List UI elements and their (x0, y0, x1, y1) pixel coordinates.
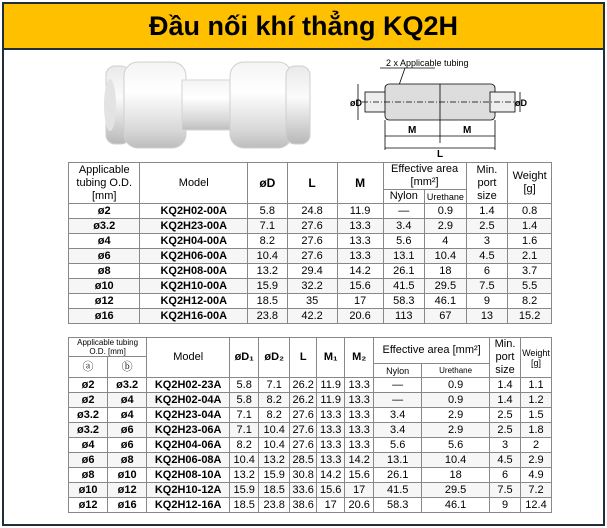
m-label-2: M (463, 125, 472, 136)
cell-m1: 11.9 (317, 393, 345, 408)
cell-weight: 0.8 (508, 204, 552, 219)
cell-model: KQ2H06-00A (140, 249, 248, 264)
col-model: Model (140, 163, 248, 204)
cell-port: 9 (466, 294, 508, 309)
cell-m: 11.9 (337, 204, 383, 219)
cell-port: 2.5 (490, 408, 521, 423)
col-model: Model (147, 338, 230, 378)
cell-b: ø6 (108, 438, 147, 453)
cell-nylon: 26.1 (383, 264, 425, 279)
callout-label: 2 x Applicable tubing (386, 58, 469, 68)
col-d: øD (248, 163, 287, 204)
table-row (69, 294, 552, 309)
table-row (69, 279, 552, 294)
cell-weight: 1.6 (508, 234, 552, 249)
cell-nylon: 5.6 (374, 438, 422, 453)
cell-a: ø4 (69, 438, 108, 453)
col-effective-area: Effective area [mm²] (383, 163, 466, 190)
cell-d2: 8.2 (259, 393, 290, 408)
cell-m: 20.6 (337, 309, 383, 324)
cell-tubing: ø8 (69, 264, 140, 279)
cell-urethane: 46.1 (422, 498, 490, 513)
col-tubing: Applicable tubing O.D. [mm] (69, 338, 147, 357)
cell-weight: 1.5 (521, 408, 552, 423)
table-row (69, 309, 552, 324)
cell-d: 13.2 (248, 264, 287, 279)
d-label-left: øD (350, 98, 362, 108)
cell-weight: 2 (521, 438, 552, 453)
dimension-diagram (350, 58, 530, 158)
cell-weight: 1.4 (508, 219, 552, 234)
cell-urethane: 46.1 (425, 294, 467, 309)
cell-port: 6 (466, 264, 508, 279)
cell-d2: 18.5 (259, 483, 290, 498)
cell-model: KQ2H08-10A (147, 468, 230, 483)
cell-l: 35 (287, 294, 337, 309)
cell-m1: 11.9 (317, 378, 345, 393)
cell-d2: 10.4 (259, 423, 290, 438)
cell-urethane: 0.9 (422, 393, 490, 408)
cell-port: 2.5 (490, 423, 521, 438)
cell-b: ø16 (108, 498, 147, 513)
cell-m: 15.6 (337, 279, 383, 294)
cell-tubing: ø2 (69, 204, 140, 219)
cell-port: 1.4 (490, 393, 521, 408)
cell-d1: 7.1 (230, 408, 259, 423)
cell-nylon: 26.1 (374, 468, 422, 483)
cell-d2: 23.8 (259, 498, 290, 513)
col-tubing: Applicable tubing O.D. [mm] (69, 163, 140, 204)
cell-urethane: 18 (425, 264, 467, 279)
cell-d1: 13.2 (230, 468, 259, 483)
cell-d1: 15.9 (230, 483, 259, 498)
table-row (69, 453, 552, 468)
cell-m1: 13.3 (317, 423, 345, 438)
cell-urethane: 29.5 (425, 279, 467, 294)
cell-l: 27.6 (290, 438, 317, 453)
col-min-port: Min. port size (466, 163, 508, 204)
cell-b: ø6 (108, 423, 147, 438)
cell-weight: 1.2 (521, 393, 552, 408)
cell-l: 26.2 (290, 393, 317, 408)
cell-m2: 14.2 (345, 453, 374, 468)
cell-l: 32.2 (287, 279, 337, 294)
product-photo (96, 58, 322, 154)
cell-a: ø10 (69, 483, 108, 498)
cell-l: 24.8 (287, 204, 337, 219)
cell-d1: 7.1 (230, 423, 259, 438)
cell-model: KQ2H02-00A (140, 204, 248, 219)
cell-weight: 5.5 (508, 279, 552, 294)
cell-urethane: 18 (422, 468, 490, 483)
cell-port: 3 (466, 234, 508, 249)
cell-d: 8.2 (248, 234, 287, 249)
cell-model: KQ2H23-00A (140, 219, 248, 234)
cell-urethane: 0.9 (425, 204, 467, 219)
cell-b: ø4 (108, 408, 147, 423)
cell-m2: 13.3 (345, 423, 374, 438)
cell-urethane: 10.4 (425, 249, 467, 264)
cell-nylon: — (374, 393, 422, 408)
cell-m2: 20.6 (345, 498, 374, 513)
col-d1: øD₁ (230, 338, 259, 378)
cell-l: 27.6 (290, 408, 317, 423)
cell-m: 13.3 (337, 234, 383, 249)
cell-d: 15.9 (248, 279, 287, 294)
col-urethane: Urethane (425, 190, 467, 204)
table-row (69, 498, 552, 513)
cell-b: ø8 (108, 453, 147, 468)
cell-a: ø8 (69, 468, 108, 483)
cell-nylon: — (374, 378, 422, 393)
cell-urethane: 67 (425, 309, 467, 324)
cell-m2: 13.3 (345, 378, 374, 393)
table-row (69, 249, 552, 264)
cell-m2: 13.3 (345, 408, 374, 423)
cell-weight: 4.9 (521, 468, 552, 483)
cell-tubing: ø6 (69, 249, 140, 264)
d-label-right: øD (515, 98, 527, 108)
cell-m: 14.2 (337, 264, 383, 279)
col-d2: øD₂ (259, 338, 290, 378)
page-title: Đầu nối khí thẳng KQ2H (4, 4, 603, 50)
cell-nylon: 3.4 (374, 423, 422, 438)
table-row (69, 264, 552, 279)
cell-port: 3 (490, 438, 521, 453)
cell-urethane: 2.9 (422, 408, 490, 423)
cell-port: 4.5 (490, 453, 521, 468)
cell-urethane: 0.9 (422, 378, 490, 393)
cell-port: 2.5 (466, 219, 508, 234)
cell-weight: 2.1 (508, 249, 552, 264)
cell-l: 27.6 (287, 219, 337, 234)
cell-d: 7.1 (248, 219, 287, 234)
cell-nylon: 113 (383, 309, 425, 324)
spec-table-reducer (68, 337, 552, 513)
cell-b: ø4 (108, 393, 147, 408)
cell-nylon: 3.4 (374, 408, 422, 423)
cell-l: 42.2 (287, 309, 337, 324)
cell-model: KQ2H04-00A (140, 234, 248, 249)
cell-model: KQ2H02-04A (147, 393, 230, 408)
table-row (69, 423, 552, 438)
cell-l: 38.6 (290, 498, 317, 513)
cell-m2: 17 (345, 483, 374, 498)
table-row (69, 408, 552, 423)
cell-b: ø10 (108, 468, 147, 483)
cell-port: 1.4 (466, 204, 508, 219)
cell-model: KQ2H06-08A (147, 453, 230, 468)
cell-model: KQ2H10-12A (147, 483, 230, 498)
cell-model: KQ2H12-00A (140, 294, 248, 309)
cell-nylon: 13.1 (383, 249, 425, 264)
cell-nylon: 41.5 (383, 279, 425, 294)
cell-m1: 13.3 (317, 408, 345, 423)
cell-weight: 15.2 (508, 309, 552, 324)
cell-m1: 15.6 (317, 483, 345, 498)
cell-nylon: — (383, 204, 425, 219)
col-weight: Weight [g] (521, 338, 552, 378)
m-label-1: M (408, 125, 417, 136)
cell-model: KQ2H10-00A (140, 279, 248, 294)
cell-a: ø3.2 (69, 408, 108, 423)
cell-model: KQ2H12-16A (147, 498, 230, 513)
cell-d2: 8.2 (259, 408, 290, 423)
cell-nylon: 3.4 (383, 219, 425, 234)
cell-urethane: 4 (425, 234, 467, 249)
cell-nylon: 58.3 (383, 294, 425, 309)
product-sheet (2, 2, 605, 526)
table-row (69, 438, 552, 453)
cell-tubing: ø16 (69, 309, 140, 324)
cell-tubing: ø3.2 (69, 219, 140, 234)
cell-weight: 3.7 (508, 264, 552, 279)
cell-l: 27.6 (287, 234, 337, 249)
table-row (69, 219, 552, 234)
cell-d2: 7.1 (259, 378, 290, 393)
col-weight: Weight [g] (508, 163, 552, 204)
table-row (69, 468, 552, 483)
cell-m2: 13.3 (345, 393, 374, 408)
cell-d1: 18.5 (230, 498, 259, 513)
cell-d: 23.8 (248, 309, 287, 324)
cell-model: KQ2H08-00A (140, 264, 248, 279)
cell-port: 7.5 (490, 483, 521, 498)
cell-m2: 15.6 (345, 468, 374, 483)
cell-weight: 8.2 (508, 294, 552, 309)
cell-b: ø3.2 (108, 378, 147, 393)
col-m1: M₁ (317, 338, 345, 378)
cell-d2: 10.4 (259, 438, 290, 453)
col-nylon: Nylon (383, 190, 425, 204)
cell-d2: 15.9 (259, 468, 290, 483)
cell-d1: 5.8 (230, 378, 259, 393)
col-l: L (287, 163, 337, 204)
table-row (69, 234, 552, 249)
cell-a: ø12 (69, 498, 108, 513)
col-l: L (290, 338, 317, 378)
table-row (69, 393, 552, 408)
cell-l: 27.6 (290, 423, 317, 438)
cell-a: ø3.2 (69, 423, 108, 438)
cell-model: KQ2H23-04A (147, 408, 230, 423)
cell-nylon: 13.1 (374, 453, 422, 468)
cell-m1: 13.3 (317, 453, 345, 468)
cell-l: 30.8 (290, 468, 317, 483)
cell-d1: 5.8 (230, 393, 259, 408)
cell-urethane: 10.4 (422, 453, 490, 468)
col-a: ⓐ (69, 357, 108, 378)
cell-model: KQ2H02-23A (147, 378, 230, 393)
cell-m1: 17 (317, 498, 345, 513)
cell-port: 6 (490, 468, 521, 483)
col-nylon: Nylon (374, 364, 422, 378)
col-b: ⓑ (108, 357, 147, 378)
cell-b: ø12 (108, 483, 147, 498)
cell-l: 26.2 (290, 378, 317, 393)
cell-model: KQ2H23-06A (147, 423, 230, 438)
cell-weight: 1.1 (521, 378, 552, 393)
cell-weight: 1.8 (521, 423, 552, 438)
cell-nylon: 41.5 (374, 483, 422, 498)
cell-tubing: ø4 (69, 234, 140, 249)
cell-weight: 12.4 (521, 498, 552, 513)
cell-a: ø2 (69, 393, 108, 408)
spec-table-equal (68, 162, 552, 324)
cell-model: KQ2H16-00A (140, 309, 248, 324)
cell-d1: 8.2 (230, 438, 259, 453)
cell-l: 27.6 (287, 249, 337, 264)
cell-weight: 7.2 (521, 483, 552, 498)
cell-d2: 13.2 (259, 453, 290, 468)
cell-l: 28.5 (290, 453, 317, 468)
cell-urethane: 2.9 (425, 219, 467, 234)
cell-a: ø6 (69, 453, 108, 468)
cell-d: 10.4 (248, 249, 287, 264)
cell-m: 13.3 (337, 249, 383, 264)
cell-m1: 13.3 (317, 438, 345, 453)
cell-l: 29.4 (287, 264, 337, 279)
cell-m2: 13.3 (345, 438, 374, 453)
cell-m: 13.3 (337, 219, 383, 234)
cell-d1: 10.4 (230, 453, 259, 468)
table-row (69, 204, 552, 219)
cell-m: 17 (337, 294, 383, 309)
table-row (69, 378, 552, 393)
cell-l: 33.6 (290, 483, 317, 498)
cell-a: ø2 (69, 378, 108, 393)
cell-d: 5.8 (248, 204, 287, 219)
cell-m1: 14.2 (317, 468, 345, 483)
cell-port: 1.4 (490, 378, 521, 393)
cell-urethane: 5.6 (422, 438, 490, 453)
cell-d: 18.5 (248, 294, 287, 309)
col-m2: M₂ (345, 338, 374, 378)
cell-urethane: 2.9 (422, 423, 490, 438)
cell-model: KQ2H04-06A (147, 438, 230, 453)
cell-port: 9 (490, 498, 521, 513)
col-urethane: Urethane (422, 364, 490, 378)
cell-urethane: 29.5 (422, 483, 490, 498)
col-m: M (337, 163, 383, 204)
col-effective-area: Effective area [mm²] (374, 338, 490, 364)
cell-nylon: 5.6 (383, 234, 425, 249)
cell-weight: 2.9 (521, 453, 552, 468)
cell-port: 4.5 (466, 249, 508, 264)
cell-port: 7.5 (466, 279, 508, 294)
col-min-port: Min. port size (490, 338, 521, 378)
cell-tubing: ø10 (69, 279, 140, 294)
table-row (69, 483, 552, 498)
cell-nylon: 58.3 (374, 498, 422, 513)
l-label: L (437, 149, 444, 158)
cell-port: 13 (466, 309, 508, 324)
cell-tubing: ø12 (69, 294, 140, 309)
